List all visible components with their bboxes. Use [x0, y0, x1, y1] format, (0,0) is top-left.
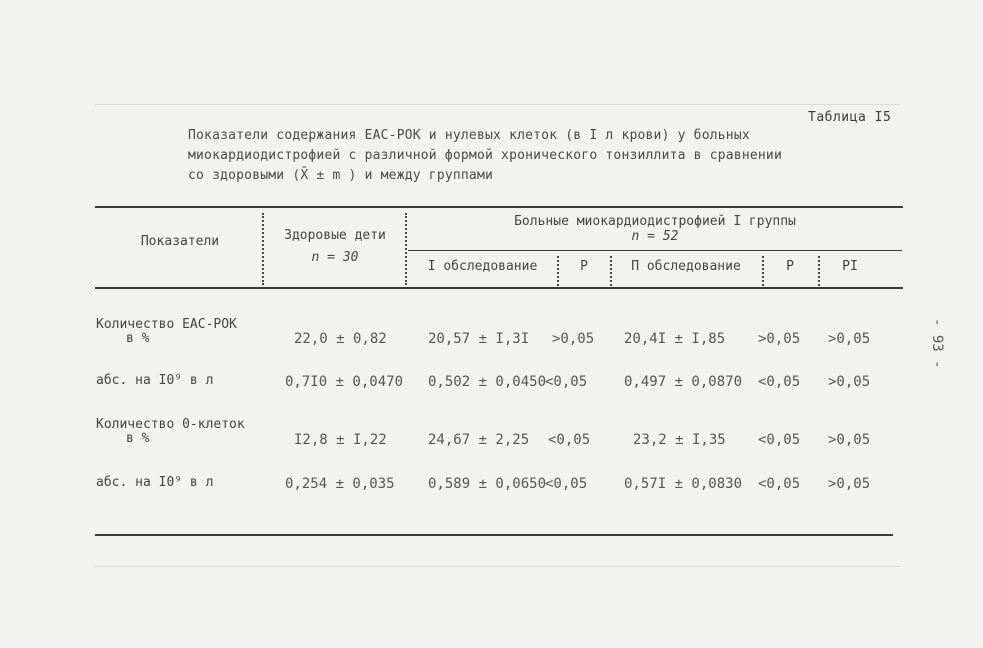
caption-line-2: миокардиодистрофией с различной формой хронического тонзиллита в сравнении [188, 148, 782, 163]
row-1-p-1: >0,05 [552, 331, 595, 347]
row-1-exam-2: 20,4I ± I,85 [624, 331, 726, 347]
table-bottom-rule [95, 534, 893, 536]
faint-top-line [95, 104, 900, 105]
header-bottom-rule [95, 287, 903, 289]
row-3-p-1: <0,05 [548, 432, 591, 448]
header-p-1: P [580, 259, 588, 274]
header-healthy: Здоровые дети [284, 228, 386, 243]
row-3-exam-1: 24,67 ± 2,25 [428, 432, 530, 448]
row-1-label: Количество ЕАС-РОК [96, 317, 237, 332]
row-3-healthy: I2,8 ± I,22 [294, 432, 387, 448]
column-separator-1 [262, 213, 264, 285]
header-indicators: Показатели [140, 234, 220, 249]
row-2-p-2: <0,05 [758, 374, 801, 390]
row-1-p-3: >0,05 [828, 331, 871, 347]
table-number: Таблица I5 [808, 110, 892, 125]
row-3-p-2: <0,05 [758, 432, 801, 448]
header-exam-1: I обследование [427, 259, 538, 274]
group-header-rule [408, 250, 902, 251]
row-3-label: Количество 0-клеток [96, 417, 245, 432]
row-3-label-unit: в % [126, 431, 150, 446]
row-3-p-3: >0,05 [828, 432, 871, 448]
table-top-rule [95, 206, 903, 208]
caption-line-3: со здоровыми (X̄ ± m ) и между группами [188, 168, 494, 183]
row-2-p-1: <0,05 [545, 374, 588, 390]
row-4-exam-1: 0,589 ± 0,0650 [428, 476, 547, 492]
faint-bottom-line [95, 566, 900, 567]
row-4-healthy: 0,254 ± 0,035 [285, 476, 395, 492]
column-separator-3 [557, 256, 559, 286]
caption-line-1: Показатели содержания ЕАС-РОК и нулевых клеток (в I л крови) у больных [188, 128, 750, 143]
row-4-exam-2: 0,57I ± 0,0830 [624, 476, 743, 492]
row-4-p-3: >0,05 [828, 476, 871, 492]
header-p-3: PI [842, 259, 858, 274]
row-2-healthy: 0,7I0 ± 0,0470 [285, 374, 404, 390]
row-4-p-2: <0,05 [758, 476, 801, 492]
column-separator-2 [405, 213, 407, 285]
row-1-label-unit: в % [126, 331, 150, 346]
header-sick-n: n = 52 [631, 229, 679, 244]
header-exam-2: П обследование [631, 259, 741, 274]
row-2-exam-2: 0,497 ± 0,0870 [624, 374, 743, 390]
table-caption [188, 126, 868, 186]
header-healthy-n: n = 30 [311, 250, 359, 265]
row-2-exam-1: 0,502 ± 0,0450 [428, 374, 547, 390]
row-4-label: абс. на I0⁹ в л [96, 475, 214, 490]
row-1-exam-1: 20,57 ± I,3I [428, 331, 530, 347]
header-p-2: P [786, 259, 794, 274]
row-1-healthy: 22,0 ± 0,82 [294, 331, 387, 347]
page-number: - 93 - [929, 318, 945, 369]
header-sick-group: Больные миокардиодистрофией I группы [514, 214, 796, 229]
row-3-exam-2: 23,2 ± I,35 [633, 432, 726, 448]
row-2-p-3: >0,05 [828, 374, 871, 390]
row-4-p-1: <0,05 [545, 476, 588, 492]
row-2-label: абс. на I0⁹ в л [96, 373, 214, 388]
row-1-p-2: >0,05 [758, 331, 801, 347]
